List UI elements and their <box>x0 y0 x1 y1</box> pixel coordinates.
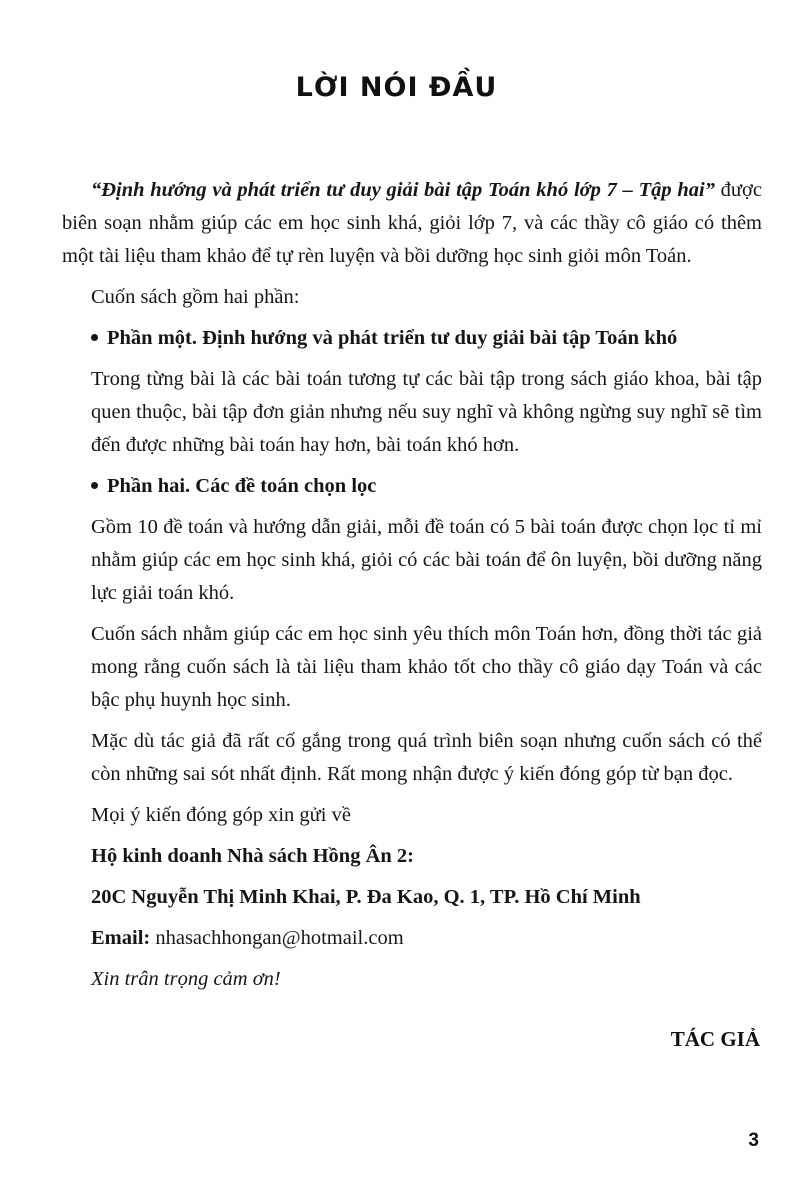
page-title: LỜI NÓI ĐẦU <box>295 72 498 103</box>
contact-address: 20C Nguyễn Thị Minh Khai, P. Đa Kao, Q. 1, TP. Hồ Chí Minh <box>91 886 641 908</box>
part-two-heading <box>62 470 762 503</box>
part-two-description: Gồm 10 đề toán và hướng dẫn giải, mỗi đề toán có 5 bài toán được chọn lọc tỉ mỉ nhằm giúp các em học sinh khá, giỏi có các bài toán để ôn luyện, bồi dưỡng năng lực giải toán khó. <box>91 516 762 604</box>
structure-intro: Cuốn sách gồm hai phần: <box>91 286 300 308</box>
book-title-quote: “Định hướng và phát triển tư duy giải bài tập Toán khó lớp 7 – Tập hai” <box>91 179 715 201</box>
intro-rest: được biên soạn nhằm giúp các em học sinh khá, giỏi lớp 7, và các thầy cô giáo có thêm một tài liệu tham khảo để tự rèn luyện và bồi dưỡng học sinh giỏi môn Toán. <box>62 179 762 267</box>
feedback-intro: Mọi ý kiến đóng góp xin gửi về <box>91 804 351 826</box>
part-one-heading <box>62 322 762 355</box>
closing-thanks: Xin trân trọng cảm ơn! <box>91 968 281 990</box>
page-number: 3 <box>748 1130 759 1151</box>
purpose-paragraph: Cuốn sách nhằm giúp các em học sinh yêu thích môn Toán hơn, đồng thời tác giả mong rằng cuốn sách là tài liệu tham khảo tốt cho thầy cô giáo dạy Toán và các bậc phụ huynh học sinh. <box>91 623 762 711</box>
part-one-description: Trong từng bài là các bài toán tương tự các bài tập trong sách giáo khoa, bài tập quen thuộc, bài tập đơn giản nhưng nếu suy nghĩ và không ngừng suy nghĩ sẽ tìm đến được những bài toán hay hơn, bài toán khó hơn. <box>91 368 762 456</box>
part-one-heading-text: Phần một. Định hướng và phát triển tư duy giải bài tập Toán khó <box>107 327 678 349</box>
email-value[interactable]: nhasachhongan@hotmail.com <box>150 927 404 949</box>
bullet-icon <box>91 334 98 341</box>
contact-email <box>62 922 762 955</box>
bullet-icon <box>91 482 98 489</box>
intro-paragraph <box>62 174 762 273</box>
body-text <box>62 174 762 996</box>
apology-paragraph: Mặc dù tác giả đã rất cố gắng trong quá trình biên soạn nhưng cuốn sách có thể còn những sai sót nhất định. Rất mong nhận được ý kiến đóng góp từ bạn đọc. <box>91 730 762 785</box>
part-two-heading-text: Phần hai. Các đề toán chọn lọc <box>107 475 377 497</box>
author-signature: TÁC GIẢ <box>670 1027 760 1051</box>
contact-business-name: Hộ kinh doanh Nhà sách Hồng Ân 2: <box>91 845 414 867</box>
email-label: Email: <box>91 927 151 949</box>
